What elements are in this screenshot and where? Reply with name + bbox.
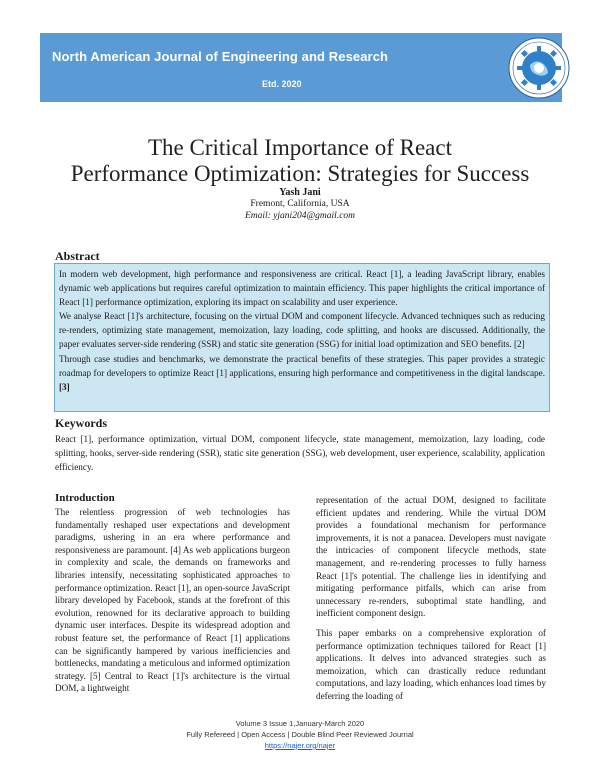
abstract-paragraph-1: In modern web development, high performance and responsiveness are critical. React [1], a leading JavaScript library, enables dynamic web applications but requires careful optimization to maintain efficiency. This paper highlights the critical importance of React [1] performance optimization, exploring its impact on scalability and user experience. [59, 269, 545, 308]
abstract-paragraph-3 [59, 352, 545, 394]
introduction-heading: Introduction [55, 492, 115, 504]
page-footer [0, 718, 600, 751]
journal-seal-icon [508, 37, 570, 99]
abstract-paragraph-2: We analyse React [1]'s architecture, focusing on the virtual DOM and component lifecycle. Advanced techniques such as reducing re-renders, optimizing state management, memoization, lazy loading, code splitting, and hooks are discussed. Additionally, the paper evaluates server-side rendering (SSR) and static site generation (SSG) for initial load optimization and SEO benefits. [2] [59, 311, 545, 350]
footer-review-type: Fully Refereed | Open Access | Double Blind Peer Reviewed Journal [186, 730, 414, 739]
title-line-2: Performance Optimization: Strategies for Success [70, 161, 530, 186]
title-line-1: The Critical Importance of React [148, 135, 452, 160]
abstract-paragraph-3-text: Through case studies and benchmarks, we demonstrate the practical benefits of these strategies. This paper provides a strategic roadmap for developers to optimize React [1] applications, ensuring high performance and competitiveness in the digital landscape. [59, 353, 545, 378]
introduction-paragraph-2: representation of the actual DOM, designed to facilitate efficient updates and rendering. While the virtual DOM provides a foundational mechanism for performance improvements, it is not a panacea. Developers must navigate the intricacies of component lifecycle methods, state management, and re-rendering processes to fully harness React [1]'s potential. The challenge lies in identifying and mitigating performance pitfalls, which can arise from unnecessary re-renders, suboptimal state handling, and inefficient component design. [316, 495, 546, 619]
author-name: Yash Jani [279, 187, 321, 198]
keywords-heading: Keywords [55, 416, 107, 430]
footer-volume: Volume 3 Issue 1,January-March 2020 [235, 719, 365, 728]
journal-name: North American Journal of Engineering and Research [52, 49, 389, 64]
abstract-heading: Abstract [55, 249, 100, 263]
abstract-citation: [3] [59, 381, 70, 392]
journal-link[interactable]: https://najer.org/najer [264, 741, 336, 750]
abstract-box [54, 263, 550, 412]
paper-title [0, 135, 600, 187]
keywords-list: React [1], performance optimization, virtual DOM, component lifecycle, state management, memoization, lazy loading, code splitting, hooks, server-side rendering (SSR), static site generation (SSG), web development, user experience, scalability, application efficiency. [55, 434, 545, 472]
author-affiliation: Fremont, California, USA [250, 199, 350, 209]
introduction-column-2 [316, 494, 546, 703]
introduction-paragraph-1: The relentless progression of web technologies has fundamentally reshaped user expectations and development paradigms, ushering in an era where performance and responsiveness are paramount. [4] As web applications burgeon in complexity and scale, the demands on frameworks and libraries intensify, necessitating sophisticated approaches to performance optimization. React [1], an open-source JavaScript library developed by Facebook, stands at the forefront of this evolution, renowned for its declarative approach to building dynamic user interfaces. Despite its widespread adoption and robust feature set, the performance of React [1] applications can be significantly hampered by various inefficiencies and bottlenecks, mandating a meticulous and informed optimization strategy. [5] Central to React [1]'s architecture is the virtual DOM, a lightweight [55, 507, 290, 694]
introduction-column-1 [55, 506, 290, 695]
author-email: Email: yjani204@gmail.com [244, 211, 356, 221]
introduction-paragraph-3: This paper embarks on a comprehensive exploration of performance optimization techniques tailored for React [1] applications. It delves into advanced strategies such as memoization, which can drastically reduce redundant computations, and lazy loading, which enhances load times by deferring the loading of [316, 627, 546, 701]
established-year: Etd. 2020 [262, 79, 302, 89]
journal-banner [40, 33, 562, 102]
